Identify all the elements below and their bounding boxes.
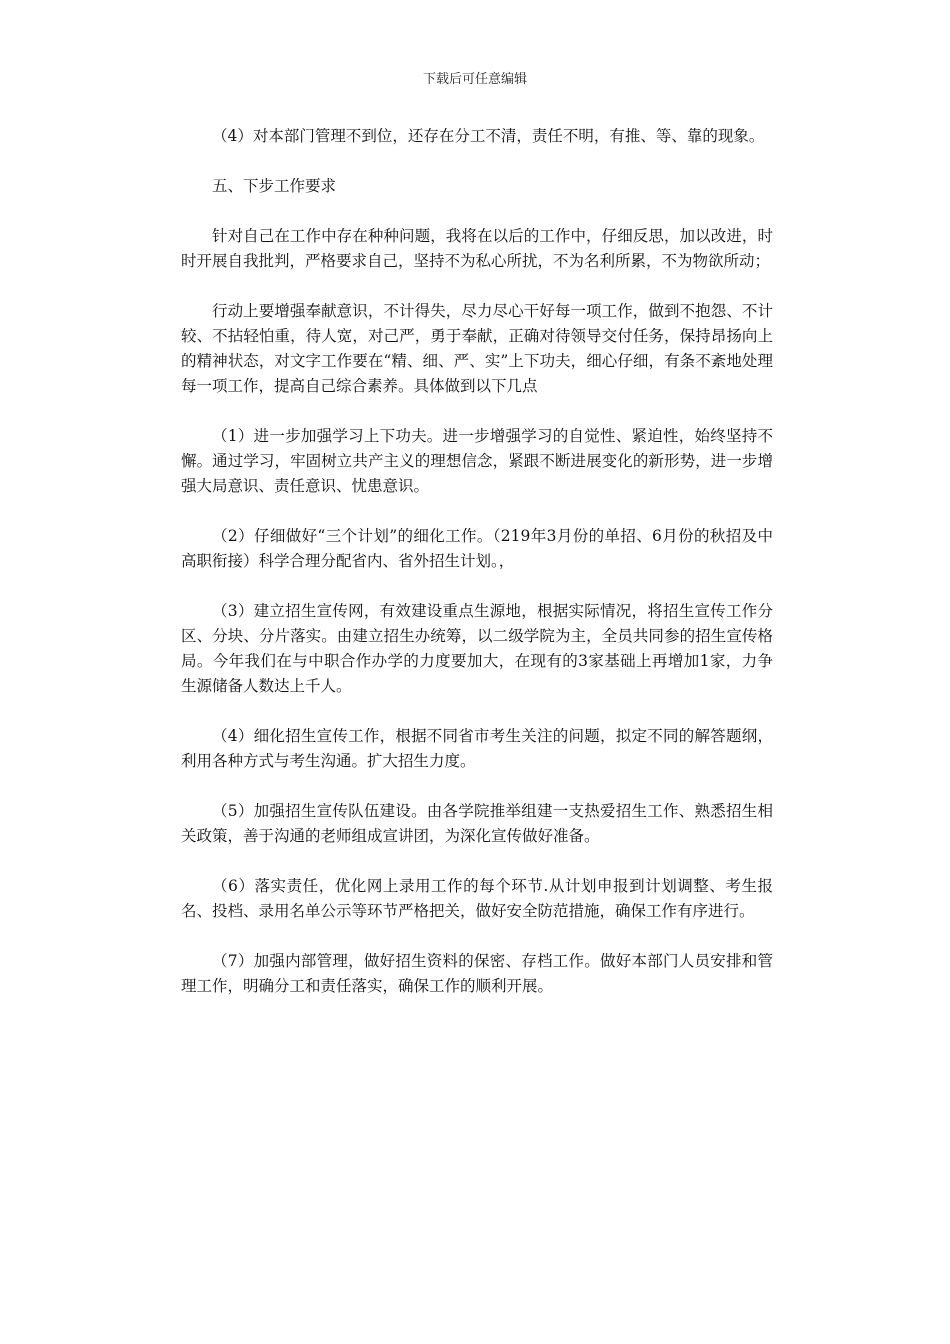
paragraph-item-6: （6）落实责任，优化网上录用工作的每个环节.从计划申报到计划调整、考生报名、投档、录用名单公示等环节严格把关，做好安全防范措施，确保工作有序进行。	[181, 877, 773, 920]
paragraph-item-4: （4）细化招生宣传工作，根据不同省市考生关注的问题，拟定不同的解答题纲，利用各种方式与考生沟通。扩大招生力度。	[181, 727, 773, 770]
paragraph-item-4-issue: （4）对本部门管理不到位，还存在分工不清，责任不明，有推、等、靠的现象。	[212, 127, 765, 145]
paragraph-action-plan: 行动上要增强奉献意识，不计得失，尽力尽心干好每一项工作，做到不抱怨、不计较、不拈轻怕重，待人宽，对己严，勇于奉献，正确对待领导交付任务，保持昂扬向上的精神状态，对文字工作要在“精、细、严、实”上下功夫，细心仔细，有条不紊地处理每一项工作，提高自己综合素养。具体做到以下几点	[181, 302, 773, 395]
page-header: 下载后可任意编辑	[422, 72, 527, 87]
paragraph-item-2: （2）仔细做好“三个计划”的细化工作。（219年3月份的单招、6月份的秋招及中高职衔接）科学合理分配省内、省外招生计划。，	[181, 527, 773, 570]
section-heading: 五、下步工作要求	[212, 177, 337, 195]
paragraph-item-1: （1）进一步加强学习上下功夫。进一步增强学习的自觉性、紧迫性，始终坚持不懈。通过学习，牢固树立共产主义的理想信念，紧跟不断进展变化的新形势，进一步增强大局意识、责任意识、忧患意识。	[181, 427, 773, 495]
document-body	[181, 124, 773, 1024]
paragraph-self-reflection: 针对自己在工作中存在种种问题，我将在以后的工作中，仔细反思，加以改进，时时开展自我批判，严格要求自己，坚持不为私心所扰，不为名利所累，不为物欲所动；	[181, 227, 773, 270]
paragraph-item-3: （3）建立招生宣传网，有效建设重点生源地，根据实际情况，将招生宣传工作分区、分块、分片落实。由建立招生办统筹，以二级学院为主，全员共同参的招生宣传格局。今年我们在与中职合作办学的力度要加大，在现有的3家基础上再增加1家，力争生源储备人数达上千人。	[181, 602, 773, 695]
paragraph-item-5: （5）加强招生宣传队伍建设。由各学院推举组建一支热爱招生工作、熟悉招生相关政策，善于沟通的老师组成宣讲团，为深化宣传做好准备。	[181, 802, 773, 845]
paragraph-item-7: （7）加强内部管理，做好招生资料的保密、存档工作。做好本部门人员安排和管理工作，明确分工和责任落实，确保工作的顺利开展。	[181, 952, 773, 995]
